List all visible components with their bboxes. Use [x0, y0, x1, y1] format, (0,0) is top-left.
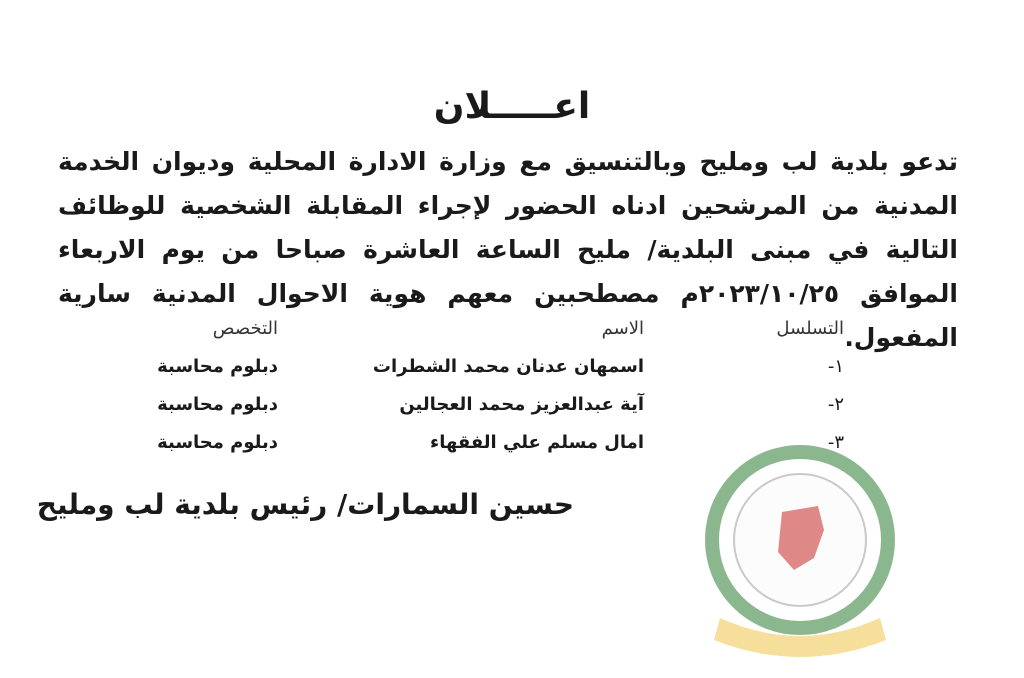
- table-header-row: [0, 318, 1024, 348]
- row-seq: ١-: [827, 356, 844, 377]
- row-specialty: دبلوم محاسبة: [157, 356, 278, 377]
- signature-line: حسين السمارات/ رئيس بلدية لب ومليح: [36, 488, 574, 521]
- row-name: اسمهان عدنان محمد الشطرات: [372, 356, 644, 377]
- announcement-body: تدعو بلدية لب ومليح وبالتنسيق مع وزارة الادارة المحلية وديوان الخدمة المدنية من المرشحين ادناه الحضور لإجراء المقابلة الشخصية للوظائف التالية في مبنى البلدية/ مليح الساعة العاشرة صباحا من يوم الاربعاء الموافق ٢٠٢٣/١٠/٢٥م مصطحبين معهم هوية الاحوال المدنية سارية المفعول.: [58, 147, 958, 352]
- header-seq: التسلسل: [776, 318, 844, 339]
- civil-service-seal-icon: [690, 440, 910, 670]
- row-specialty: دبلوم محاسبة: [157, 432, 278, 453]
- row-specialty: دبلوم محاسبة: [157, 394, 278, 415]
- row-seq: ٢-: [827, 394, 844, 415]
- row-name: آية عبدالعزيز محمد العجالين: [399, 394, 644, 415]
- header-specialty: التخصص: [212, 318, 278, 339]
- header-name: الاسم: [601, 318, 644, 339]
- announcement-title: اعـــــلان: [433, 86, 591, 127]
- row-seq: ٣-: [827, 432, 844, 453]
- row-name: امال مسلم علي الفقهاء: [430, 432, 644, 453]
- table-row: [0, 356, 1024, 386]
- table-row: [0, 394, 1024, 424]
